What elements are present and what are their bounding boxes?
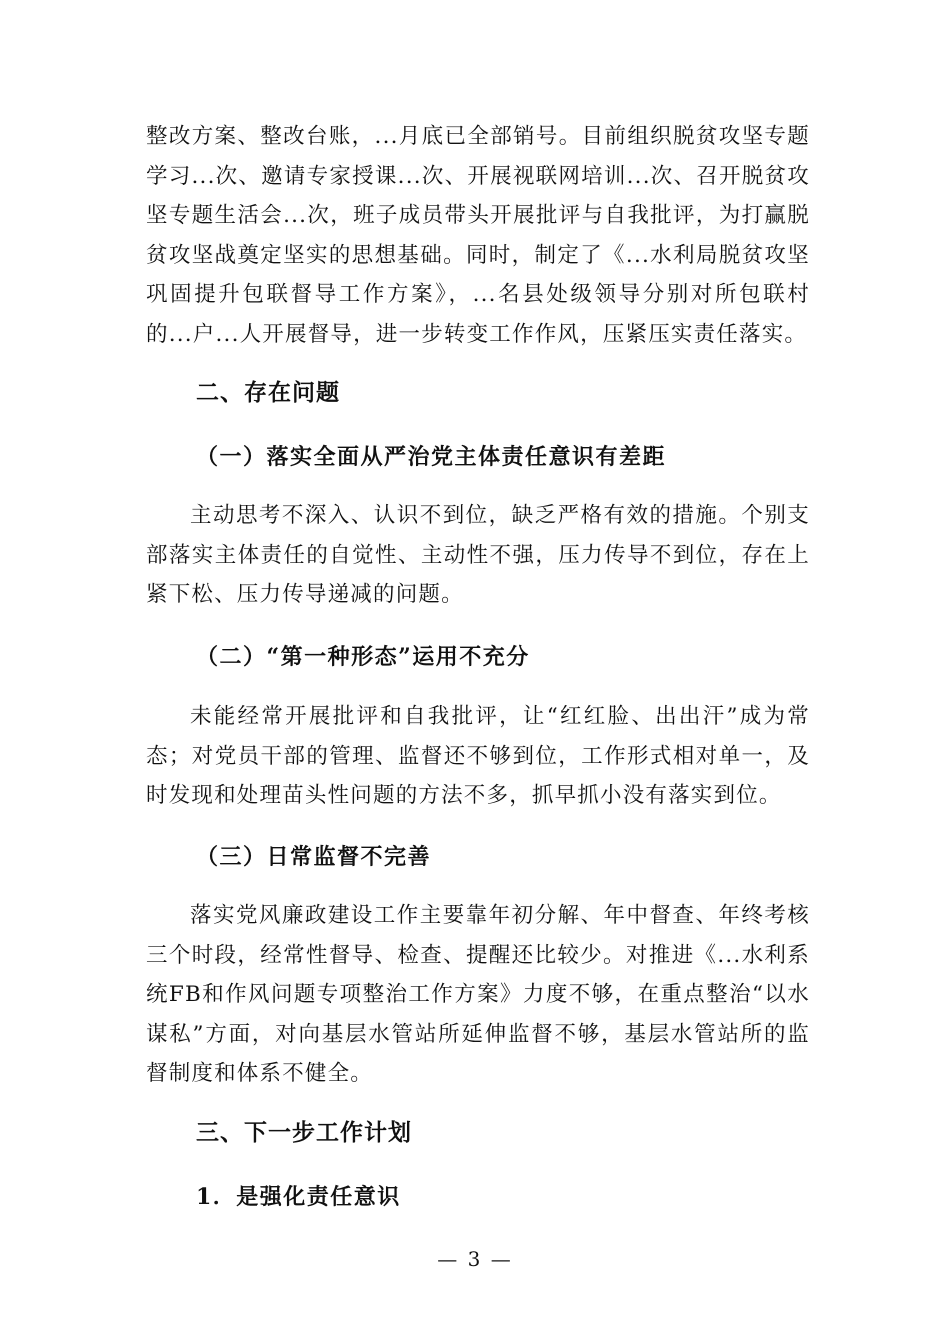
item-heading-1: 1．是强化责任意识 — [196, 1184, 401, 1210]
section-heading-next-steps: 三、下一步工作计划 — [196, 1120, 412, 1146]
subsection-paragraph-3: 落实党风廉政建设工作主要靠年初分解、年中督查、年终考核三个时段，经常性督导、检查、提醒还比较少。对推进《...水利系统FB和作风问题专项整治工作方案》力度不够，在重点整治“以水谋私”方面，对向基层水管站所延伸监督不够，基层水管站所的监督制度和体系不健全。 — [146, 903, 810, 1086]
subsection-heading-1: （一）落实全面从严治党主体责任意识有差距 — [196, 444, 667, 470]
subsection-heading-2: （二）“第一种形态”运用不充分 — [196, 644, 530, 670]
intro-paragraph: 整改方案、整改台账，...月底已全部销号。目前组织脱贫攻坚专题学习...次、邀请专家授课...次、开展视联网培训...次、召开脱贫攻坚专题生活会...次，班子成员带头开展批评与自我批评，为打赢脱贫攻坚战奠定坚实的思想基础。同时，制定了《...水利局脱贫攻坚巩固提升包联督导工作方案》，...名县处级领导分别对所包联村的...户...人开展督导，进一步转变工作作风，压紧压实责任落实。 — [146, 124, 810, 347]
subsection-heading-3: （三）日常监督不完善 — [196, 844, 432, 870]
subsection-paragraph-1: 主动思考不深入、认识不到位，缺乏严格有效的措施。个别支部落实主体责任的自觉性、主动性不强，压力传导不到位，存在上紧下松、压力传导递减的问题。 — [146, 503, 810, 607]
section-heading-problems: 二、存在问题 — [196, 380, 340, 406]
subsection-paragraph-2: 未能经常开展批评和自我批评，让“红红脸、出出汗”成为常态；对党员干部的管理、监督还不够到位，工作形式相对单一，及时发现和处理苗头性问题的方法不多，抓早抓小没有落实到位。 — [146, 704, 810, 808]
page-number: — 3 — — [437, 1247, 513, 1271]
